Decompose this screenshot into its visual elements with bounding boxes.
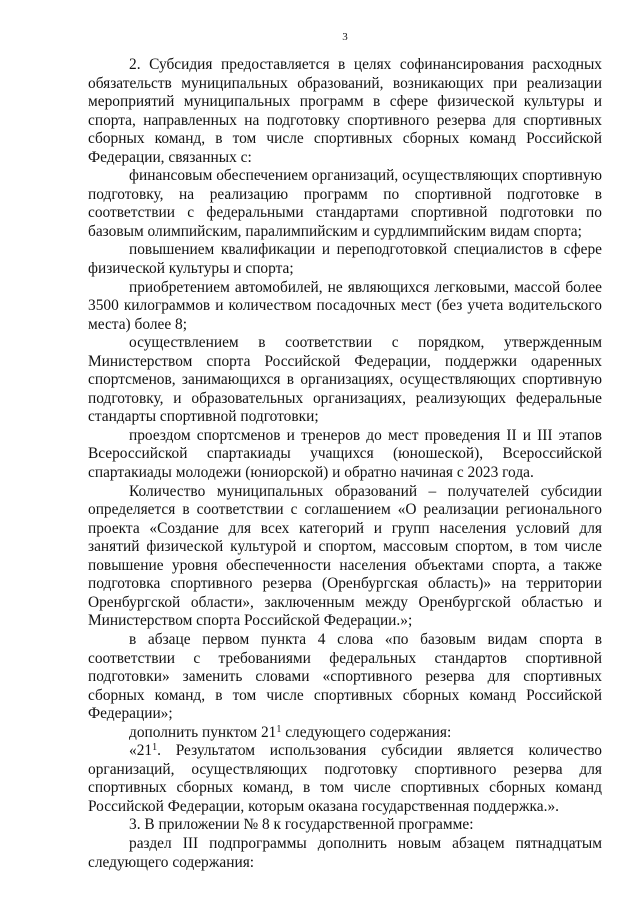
paragraph-text-continued: следующего содержания:	[281, 723, 452, 741]
paragraph-travel: проездом спортсменов и тренеров до мест проведения II и III этапов Всероссийской спартакиады учащихся (юношеской), Всероссийской спартакиады молодежи (юниорской) и обратно начиная с 2023 года.	[88, 426, 602, 482]
paragraph-gifted-athletes: осуществлением в соответствии с порядком, утвержденным Министерством спорта Российской Федерации, поддержки одаренных спортсменов, занимающихся в организациях, осуществляющих спортивную подготовку, и образовательных организациях, реализующих федеральные стандарты спортивной подготовки;	[88, 334, 602, 426]
superscript: 1	[276, 723, 282, 735]
paragraph-text: «21	[129, 742, 153, 760]
paragraph-add-clause-21-1	[88, 724, 602, 743]
document-body	[88, 56, 602, 872]
superscript: 1	[152, 742, 158, 754]
paragraph-section-3-amendment: раздел III подпрограммы дополнить новым абзацем пятнадцатым следующего содержания:	[88, 834, 602, 871]
paragraph-municipalities-count: Количество муниципальных образований – получателей субсидии определяется в соответствии с соглашением «О реализации регионального проекта «Создание для всех категорий и групп населения условий для занятий физической культурой и спортом, массовым спортом, в том числе повышение уровня обеспеченности населения объектами спорта, а также подготовка спортивного резерва (Оренбургская область)» на территории Оренбургской области», заключенным между Оренбургской областью и Министерством спорта Российской Федерации.»;	[88, 482, 602, 630]
paragraph-clause-4-amendment: в абзаце первом пункта 4 слова «по базовым видам спорта в соответствии с требованиями федеральных стандартов спортивной подготовки» заменить словами «спортивного резерва для спортивных сборных команд, в том числе спортивных сборных команд Российской Федерации»;	[88, 630, 602, 723]
paragraph-text-continued: . Результатом использования субсидии является количество организаций, осуществляющих подготовку спортивного резерва для спортивных сборных команд, в том числе спортивных сборных команд Российской Федерации, которым оказана государственная поддержка.».	[88, 742, 602, 815]
paragraph-appendix-8: 3. В приложении № 8 к государственной программе:	[129, 816, 474, 834]
paragraph-vehicles: приобретением автомобилей, не являющихся легковыми, массой более 3500 килограммов и количеством посадочных мест (без учета водительского места) более 8;	[88, 278, 602, 333]
paragraph-subsidy-purpose: 2. Субсидия предоставляется в целях софинансирования расходных обязательств муниципальных образований, возникающих при реализации мероприятий муниципальных программ в сфере физической культуры и спорта, направленных на подготовку спортивного резерва для спортивных сборных команд, в том числе спортивных сборных команд Российской Федерации, связанных с:	[88, 56, 602, 166]
paragraph-qualification: повышением квалификации и переподготовкой специалистов в сфере физической культуры и спорта;	[88, 241, 602, 278]
paragraph-text: дополнить пунктом 21	[129, 723, 277, 741]
page-number: 3	[342, 31, 348, 43]
paragraph-financial-support: финансовым обеспечением организаций, осуществляющих спортивную подготовку, на реализацию программ по спортивной подготовке в соответствии с федеральными стандартами спортивной подготовки по базовым олимпийским, паралимпийским и сурдлимпийским видам спорта;	[88, 167, 602, 240]
paragraph-clause-21-1-text	[88, 742, 602, 816]
